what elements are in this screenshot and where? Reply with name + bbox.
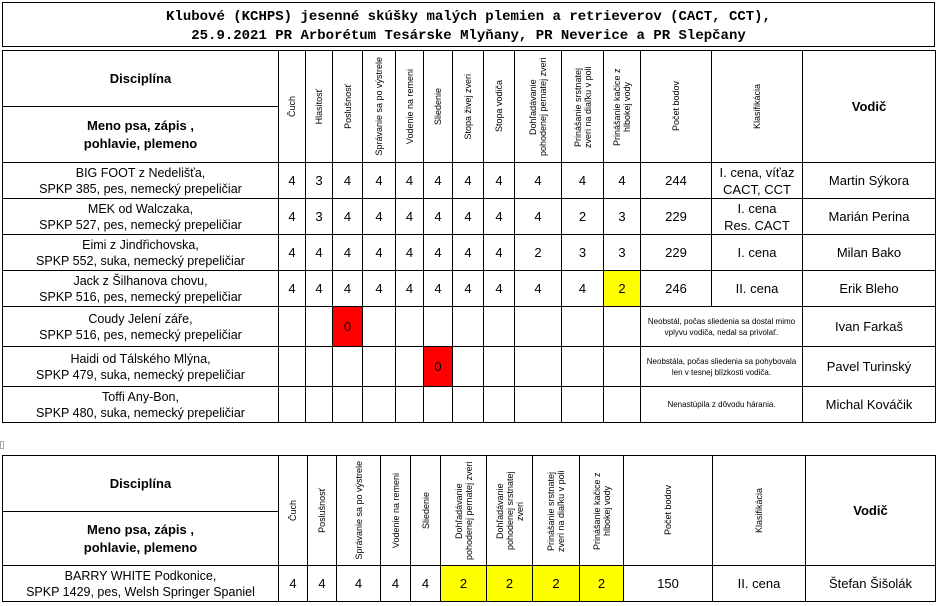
- score-cell: 2: [580, 566, 624, 602]
- table-row: [3, 307, 936, 347]
- score-cell: 4: [363, 235, 396, 271]
- score-cell: 4: [333, 271, 363, 307]
- score-cell: 4: [411, 566, 441, 602]
- score-cell: [604, 347, 641, 387]
- score-cell: 2: [441, 566, 487, 602]
- score-cell: [453, 307, 484, 347]
- score-cell: 4: [424, 271, 453, 307]
- handler-cell: Erik Bleho: [803, 271, 936, 307]
- col-header: Sliedenie: [420, 491, 431, 530]
- score-cell: 2: [487, 566, 533, 602]
- classification-cell: [712, 199, 803, 235]
- score-cell: 4: [484, 235, 515, 271]
- score-cell: 4: [396, 199, 424, 235]
- score-cell: [279, 307, 306, 347]
- paragraph-mark: [0, 441, 4, 449]
- score-cell: [453, 387, 484, 423]
- col-header: Vodenie na remeni: [404, 68, 415, 145]
- header-dog: Meno psa, zápis , pohlavie, plemeno: [3, 512, 279, 566]
- points-cell: 229: [641, 199, 712, 235]
- dog-cell: [3, 235, 279, 271]
- score-cell: 4: [279, 199, 306, 235]
- dog-name: MEK od Walczaka,: [87, 201, 194, 216]
- col-header: Prinášanie kačice z hlbokej vody: [612, 67, 632, 146]
- score-cell: 4: [279, 566, 308, 602]
- score-cell: 3: [306, 163, 333, 199]
- score-cell: 2: [562, 199, 604, 235]
- score-cell: 4: [453, 235, 484, 271]
- score-cell: 4: [333, 163, 363, 199]
- col-header: Prinášanie srstnatej zveri na diaľku v poli: [546, 469, 566, 552]
- score-cell: [515, 307, 562, 347]
- score-cell: 4: [363, 163, 396, 199]
- title-line-2: 25.9.2021 PR Arborétum Tesárske Mlyňany, PR Neverice a PR Slepčany: [191, 28, 746, 44]
- dog-name: Jack z Šilhanova chovu,: [73, 273, 208, 288]
- col-header: Poslušnosť: [342, 84, 353, 129]
- col-header: Správanie sa po výstrele: [353, 461, 364, 560]
- col-header: Hlasitosť: [314, 88, 324, 125]
- classification-line: I. cena, víťaz: [719, 164, 795, 180]
- dog-name: Coudy Jelení záře,: [88, 311, 193, 326]
- score-cell: 4: [424, 163, 453, 199]
- handler-cell: Milan Bako: [803, 235, 936, 271]
- score-cell: 4: [515, 163, 562, 199]
- dog-registration: SPKP 516, pes, nemecký prepeličiar: [39, 327, 242, 342]
- score-cell: [306, 347, 333, 387]
- score-cell: [424, 307, 453, 347]
- classification-line: I. cena: [737, 245, 777, 260]
- score-cell: 4: [396, 271, 424, 307]
- dog-cell: [3, 347, 279, 387]
- table-row: [3, 235, 936, 271]
- classification-line: II. cena: [735, 281, 779, 296]
- dog-registration: SPKP 385, pes, nemecký prepeličiar: [39, 181, 242, 196]
- classification-cell: [712, 271, 803, 307]
- score-cell: [515, 347, 562, 387]
- score-cell: [515, 387, 562, 423]
- note-cell: Neobstála, počas sliedenia sa pohybovala len v tesnej blízkosti vodiča.: [641, 347, 803, 387]
- classification-line: Res. CACT: [724, 217, 790, 233]
- score-cell: [604, 387, 641, 423]
- col-header: Počet bodov: [671, 81, 681, 132]
- score-cell: 4: [604, 163, 641, 199]
- handler-cell: Štefan Šišolák: [806, 566, 936, 602]
- score-cell: 4: [306, 271, 333, 307]
- score-cell: 4: [306, 235, 333, 271]
- score-cell: [396, 307, 424, 347]
- col-header: Prinášanie kačice z hlbokej vody: [591, 471, 612, 550]
- score-cell: [333, 387, 363, 423]
- handler-cell: Marián Perina: [803, 199, 936, 235]
- score-cell: [562, 347, 604, 387]
- results-table-spaniel: [2, 455, 936, 602]
- points-cell: 246: [641, 271, 712, 307]
- table-row: [3, 199, 936, 235]
- dog-name: Toffi Any-Bon,: [102, 389, 179, 404]
- title-line-1: Klubové (KCHPS) jesenné skúšky malých plemien a retrieverov (CACT, CCT),: [166, 9, 771, 25]
- dog-name: Haidi od Tálského Mlýna,: [70, 351, 211, 366]
- score-cell: 4: [515, 199, 562, 235]
- classification-cell: [712, 235, 803, 271]
- score-cell: [363, 347, 396, 387]
- score-cell: 2: [533, 566, 580, 602]
- col-header: Stopa vodiča: [494, 80, 504, 133]
- score-cell: 3: [604, 235, 641, 271]
- dog-cell: [3, 271, 279, 307]
- score-cell: 4: [363, 271, 396, 307]
- table-row: [3, 347, 936, 387]
- score-cell: 4: [308, 566, 337, 602]
- score-cell: 4: [515, 271, 562, 307]
- score-cell: [604, 307, 641, 347]
- col-header: Poslušnosť: [317, 488, 327, 533]
- score-cell: 4: [333, 235, 363, 271]
- points-cell: 244: [641, 163, 712, 199]
- score-cell: 3: [562, 235, 604, 271]
- dog-cell: [3, 199, 279, 235]
- score-cell: 4: [279, 271, 306, 307]
- score-cell: 0: [333, 307, 363, 347]
- col-header: Počet bodov: [663, 485, 673, 536]
- classification-line: II. cena: [737, 576, 781, 591]
- table-row: [3, 271, 936, 307]
- score-cell: [484, 347, 515, 387]
- score-cell: [279, 347, 306, 387]
- classification-cell: [713, 566, 806, 602]
- score-cell: 4: [396, 235, 424, 271]
- score-cell: [363, 387, 396, 423]
- col-header: Čuch: [288, 499, 298, 521]
- score-cell: 4: [424, 199, 453, 235]
- score-cell: [306, 387, 333, 423]
- score-cell: 4: [453, 163, 484, 199]
- score-cell: 4: [484, 271, 515, 307]
- dog-registration: SPKP 1429, pes, Welsh Springer Spaniel: [26, 584, 255, 599]
- score-cell: 4: [363, 199, 396, 235]
- document-title: [2, 2, 935, 47]
- score-cell: 3: [306, 199, 333, 235]
- header-discipline: Disciplína: [3, 51, 279, 107]
- dog-registration: SPKP 480, suka, nemecký prepeličiar: [36, 405, 245, 420]
- handler-cell: Ivan Farkaš: [803, 307, 936, 347]
- dog-name: BARRY WHITE Podkonice,: [64, 568, 217, 583]
- score-cell: [279, 387, 306, 423]
- score-cell: 4: [484, 163, 515, 199]
- score-cell: [363, 307, 396, 347]
- header-handler: Vodič: [803, 51, 936, 163]
- col-header: Sliedenie: [433, 87, 443, 126]
- dog-cell: [3, 307, 279, 347]
- points-cell: 150: [624, 566, 713, 602]
- dog-registration: SPKP 479, suka, nemecký prepeličiar: [36, 367, 245, 382]
- classification-cell: [712, 163, 803, 199]
- table-row: [3, 387, 936, 423]
- score-cell: 3: [604, 199, 641, 235]
- col-header: Dohľadávanie pohodenej pernatej zveri: [453, 461, 474, 560]
- handler-cell: Michal Kováčik: [803, 387, 936, 423]
- score-cell: [562, 307, 604, 347]
- col-header: Klasifikácia: [752, 83, 762, 130]
- score-cell: [396, 347, 424, 387]
- classification-line: I. cena: [737, 200, 777, 216]
- dog-name: BIG FOOT z Nedelišťa,: [75, 165, 206, 180]
- classification-line: CACT, CCT: [723, 181, 791, 197]
- score-cell: [306, 307, 333, 347]
- score-cell: 4: [562, 271, 604, 307]
- dog-registration: SPKP 552, suka, nemecký prepeličiar: [36, 253, 245, 268]
- points-cell: 229: [641, 235, 712, 271]
- col-header: Prinášanie srstnatej zveri na diaľku v poli: [572, 65, 593, 148]
- score-cell: [453, 347, 484, 387]
- col-header: Správanie sa po výstrele: [374, 57, 384, 156]
- handler-cell: Pavel Turinský: [803, 347, 936, 387]
- col-header: Klasifikácia: [754, 487, 764, 534]
- note-cell: Nenastúpila z dôvodu hárania.: [641, 387, 803, 423]
- col-header: Dohľadávanie pohodenej srstnatej zveri: [494, 471, 525, 550]
- score-cell: 4: [333, 199, 363, 235]
- dog-registration: SPKP 516, pes, nemecký prepeličiar: [39, 289, 242, 304]
- col-header: Čuch: [287, 95, 297, 117]
- score-cell: [484, 307, 515, 347]
- dog-name: Eimi z Jindřichovska,: [82, 237, 199, 252]
- dog-cell: [3, 163, 279, 199]
- score-cell: [484, 387, 515, 423]
- dog-cell: [3, 387, 279, 423]
- col-header: Dohľadávanie pohodenej pernatej zveri: [528, 57, 548, 156]
- dog-registration: SPKP 527, pes, nemecký prepeličiar: [39, 217, 242, 232]
- score-cell: 4: [279, 163, 306, 199]
- score-cell: [562, 387, 604, 423]
- score-cell: 2: [604, 271, 641, 307]
- score-cell: 4: [562, 163, 604, 199]
- results-table-main: [2, 50, 936, 423]
- score-cell: [424, 387, 453, 423]
- score-cell: [333, 347, 363, 387]
- score-cell: 4: [396, 163, 424, 199]
- table-row: [3, 163, 936, 199]
- score-cell: 4: [453, 271, 484, 307]
- score-cell: 4: [381, 566, 411, 602]
- score-cell: 2: [515, 235, 562, 271]
- handler-cell: Martin Sýkora: [803, 163, 936, 199]
- score-cell: [396, 387, 424, 423]
- dog-cell: [3, 566, 279, 602]
- score-cell: 0: [424, 347, 453, 387]
- note-cell: Neobstál, počas sliedenia sa dostal mimo vplyvu vodiča, nedal sa privolať.: [641, 307, 803, 347]
- col-header: Vodenie na remeni: [390, 472, 401, 549]
- col-header: Stopa živej zveri: [463, 73, 473, 140]
- header-handler: Vodič: [806, 456, 936, 566]
- table-row: [3, 566, 936, 602]
- score-cell: 4: [453, 199, 484, 235]
- score-cell: 4: [337, 566, 381, 602]
- score-cell: 4: [484, 199, 515, 235]
- header-discipline: Disciplína: [3, 456, 279, 512]
- header-dog: Meno psa, zápis , pohlavie, plemeno: [3, 107, 279, 163]
- score-cell: 4: [424, 235, 453, 271]
- score-cell: 4: [279, 235, 306, 271]
